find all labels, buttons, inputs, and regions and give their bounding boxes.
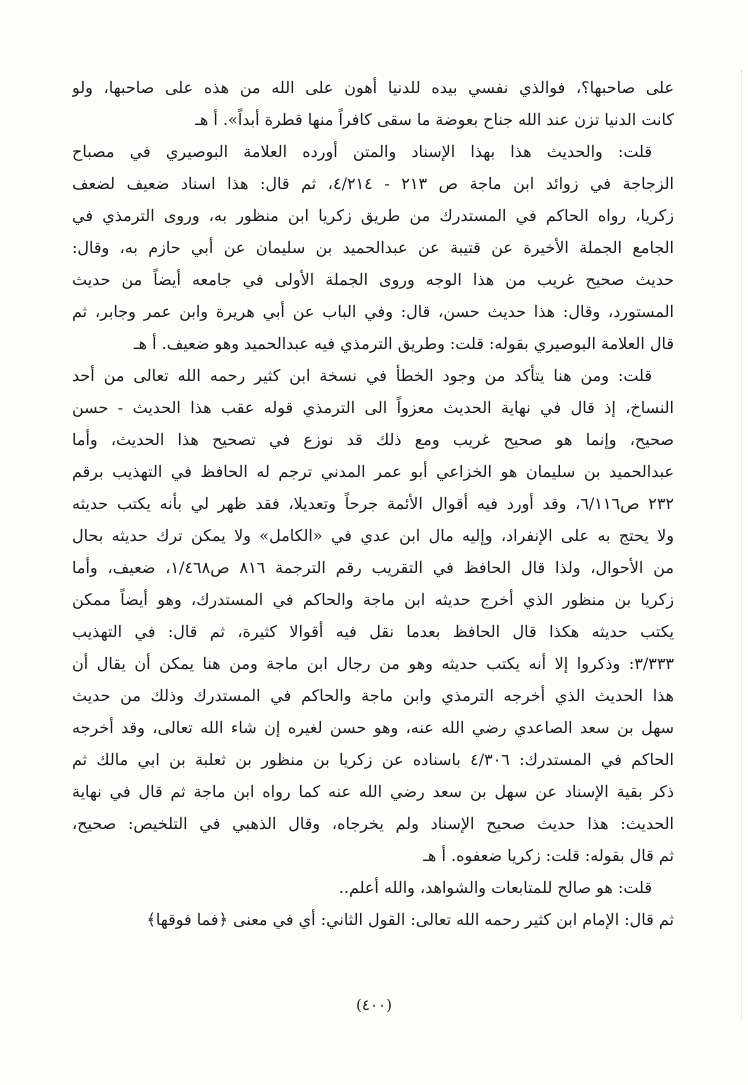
text-line: كانت الدنيا تزن عند الله جناح بعوضة ما سقى كافراً منها قطرة أبداً». أ هـ bbox=[195, 110, 674, 129]
text-line: ثم قال: الإمام ابن كثير رحمه الله تعالى: القول الثاني: أي في معنى ﴿فما فوقها﴾ bbox=[146, 910, 674, 929]
text-line: على صاحبها؟، فوالذي نفسي بيده للدنيا أهون على الله من هذه على صاحبها، ولو bbox=[72, 78, 674, 97]
text-line: قال العلامة البوصيري بقوله: قلت: وطريق الترمذي فيه عبدالحميد وهو ضعيف. أ هـ bbox=[133, 334, 674, 353]
text-line: قلت: هو صالح للمتابعات والشواهد، والله أعلم.. bbox=[338, 878, 652, 897]
text-line: ثم قال بقوله: قلت: زكريا ضعفوه. أ هـ bbox=[423, 846, 674, 865]
text-line: ذكر بقية الإسناد عن سهل بن سعد رضي الله عنه كما رواه ابن ماجة ثم قال في نهاية bbox=[72, 782, 674, 801]
text-line: الحاكم في المستدرك: ٤/٣٠٦ باسناده عن زكريا بن منظور بن ثعلبة بن ابي مالك ثم bbox=[72, 750, 674, 769]
text-line: زكريا، رواه الحاكم في المستدرك من طريق زكريا ابن منظور به، وروى الترمذي في bbox=[72, 206, 674, 225]
text-line: الجامع الجملة الأخيرة عن قتيبة عن عبدالحميد بن سليمان عن أبي حازم به، وقال: bbox=[72, 238, 674, 257]
text-line: عبدالحميد بن سليمان هو الخزاعي أبو عمر المدني ترجم له الحافظ في التهذيب برقم bbox=[72, 462, 674, 481]
text-line: ولا يحتج به على الإنفراد، وإليه مال ابن عدي في «الكامل» ولا يمكن ترك حديثه بحال bbox=[72, 526, 674, 545]
text-line: يكتب حديثه هكذا قال الحافظ بعدما نقل فيه أقوالا كثيرة، ثم قال: في التهذيب bbox=[72, 622, 674, 641]
text-line: قلت: ومن هنا يتأكد من وجود الخطأ في نسخة ابن كثير رحمه الله تعالى من أحد bbox=[72, 366, 652, 385]
text-line: ٣/٣٣٣: وذكروا إلا أنه يكتب حديثه وهو من رجال ابن ماجة ومن هنا يمكن أن يقال أن bbox=[72, 654, 674, 673]
text-line: سهل بن سعد الصاعدي رضي الله عنه، وهو حسن لغيره إن شاء الله تعالى، وقد أخرجه bbox=[72, 718, 674, 737]
text-line: الزجاجة في زوائد ابن ماجة ص ٢١٣ - ٤/٢١٤، ثم قال: هذا اسناد ضعيف لضعف bbox=[72, 174, 674, 193]
text-line: ٢٣٢ ص٦/١١٦، وقد أورد فيه أقوال الأئمة جرحاً وتعديلا، فقد ظهر لي بأنه يكتب حديثه bbox=[72, 494, 674, 513]
text-line: المستورد، وقال: هذا حديث حسن، قال: وفي الباب عن أبي هريرة وابن عمر وجابر، ثم bbox=[72, 302, 674, 321]
text-line: الحديث: هذا حديث صحيح الإسناد ولم يخرجاه، وقال الذهبي في التلخيص: صحيح، bbox=[72, 814, 674, 833]
page-number: (٤٠٠) bbox=[356, 996, 392, 1014]
text-line: النساخ، إذ قال في نهاية الحديث معزواً الى الترمذي قوله عقب هذا الحديث - حسن bbox=[72, 398, 674, 417]
text-line: هذا الحديث الذي أخرجه الترمذي وابن ماجة والحاكم في المستدرك وذلك من حديث bbox=[72, 686, 674, 705]
text-line: من الأحوال، ولذا قال الحافظ في التقريب رقم الترجمة ٨١٦ ص١/٤٦٨، ضعيف، وأما bbox=[72, 558, 674, 577]
page-edge-shadow bbox=[739, 70, 742, 1020]
body-text bbox=[72, 72, 674, 936]
text-line: زكريا بن منظور الذي أخرج حديثه ابن ماجة والحاكم في المستدرك، وهو أيضاً ممكن bbox=[72, 590, 674, 609]
text-line: حديث صحيح غريب من هذا الوجه وروى الجملة الأولى في جامعه أيضاً من حديث bbox=[72, 270, 674, 289]
text-line: صحيح، وإنما هو صحيح غريب ومع ذلك قد نوزع في تصحيح هذا الحديث، وأما bbox=[72, 430, 674, 449]
text-line: قلت: والحديث هذا بهذا الإسناد والمتن أورده العلامة البوصيري في مصباح bbox=[72, 142, 652, 161]
